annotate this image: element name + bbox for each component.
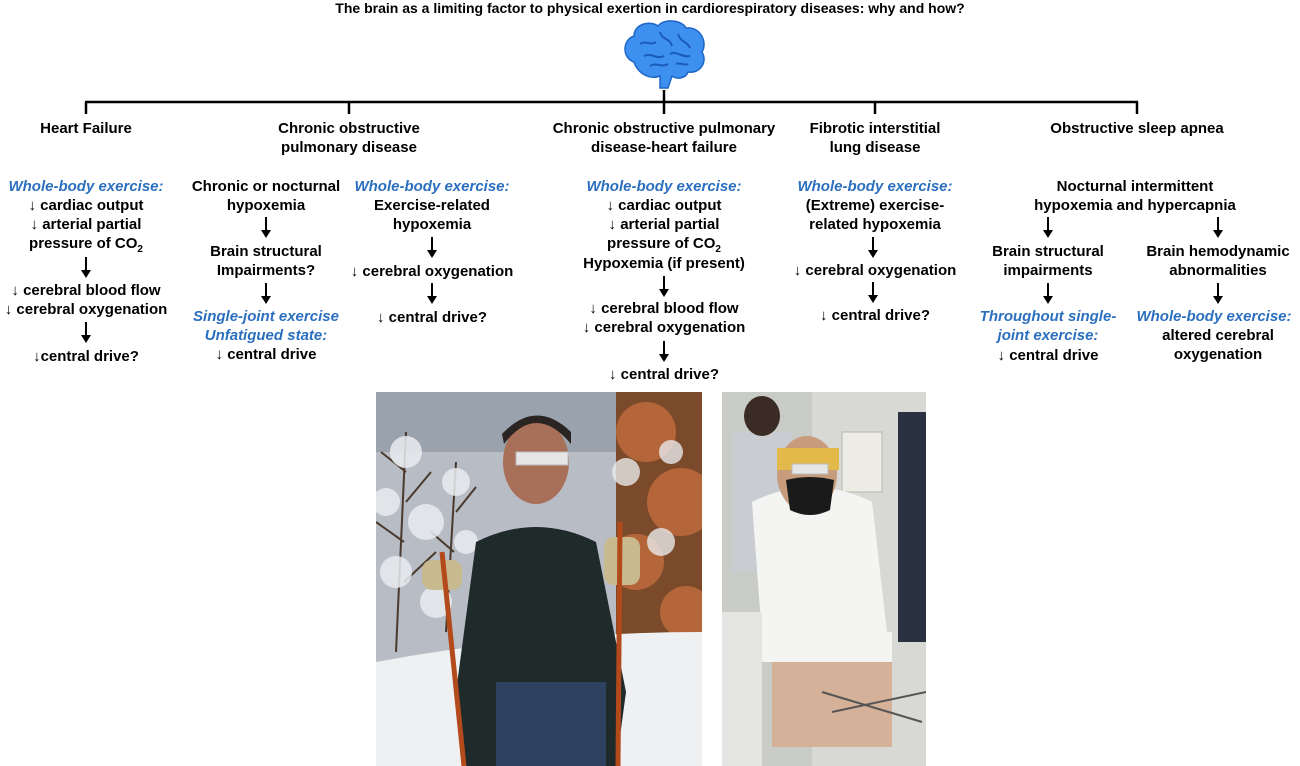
osa-left-exercise-label: joint exercise: xyxy=(997,327,1099,344)
copd-left-exercise-label: Single-joint exercise xyxy=(193,308,339,325)
osa-top-line: hypoxemia and hypercapnia xyxy=(1034,197,1236,214)
osa-right-line: abnormalities xyxy=(1169,262,1267,279)
down-arrow-icon xyxy=(658,276,670,298)
heading-osa: Obstructive sleep apnea xyxy=(1050,120,1224,137)
heading-fild: lung disease xyxy=(829,139,921,156)
hf-line: ↓ cardiac output xyxy=(28,197,144,214)
copdhf-line: Hypoxemia (if present) xyxy=(583,255,745,272)
copd-left-line: Brain structural xyxy=(210,243,322,260)
hf-exercise-label: Whole-body exercise: xyxy=(8,178,164,195)
copd-left-exercise-label: Unfatigued state: xyxy=(204,327,328,344)
down-arrow-icon xyxy=(1212,283,1224,305)
fild-exercise-label: Whole-body exercise: xyxy=(797,178,953,195)
hf-line: ↓ arterial partial xyxy=(30,216,142,233)
heading-copd: Chronic obstructive xyxy=(278,120,420,137)
fild-line: ↓ central drive? xyxy=(819,307,931,324)
copd-right-line: ↓ central drive? xyxy=(376,309,488,326)
copd-left-line: Impairments? xyxy=(216,262,316,279)
down-arrow-icon xyxy=(867,237,879,259)
down-arrow-icon xyxy=(80,257,92,279)
copdhf-line: ↓ cerebral blood flow xyxy=(589,300,739,317)
down-arrow-icon xyxy=(426,283,438,305)
figure-title: The brain as a limiting factor to physical exertion in cardiorespiratory diseases: why and how? xyxy=(335,0,965,16)
down-arrow-icon xyxy=(1212,217,1224,239)
copd-left-line: Chronic or nocturnal xyxy=(191,178,341,195)
copd-left-line: ↓ central drive xyxy=(215,346,317,363)
down-arrow-icon xyxy=(260,283,272,305)
down-arrow-icon xyxy=(426,237,438,259)
copd-right-exercise-label: Whole-body exercise: xyxy=(354,178,510,195)
osa-right-exercise-label: Whole-body exercise: xyxy=(1136,308,1292,325)
copdhf-line: ↓ cerebral oxygenation xyxy=(582,319,746,336)
osa-right-line: oxygenation xyxy=(1173,346,1263,363)
copdhf-line: ↓ arterial partial xyxy=(608,216,720,233)
down-arrow-icon xyxy=(1042,217,1054,239)
hf-line: ↓ cerebral oxygenation xyxy=(4,301,168,318)
fild-line: (Extreme) exercise- xyxy=(805,197,945,214)
photo-patient-hiking xyxy=(376,392,702,766)
heading-copd-hf: Chronic obstructive pulmonary xyxy=(552,120,776,137)
heading-fild: Fibrotic interstitial xyxy=(809,120,941,137)
copd-left-line: hypoxemia xyxy=(226,197,306,214)
osa-left-line: Brain structural xyxy=(992,243,1104,260)
down-arrow-icon xyxy=(658,341,670,363)
down-arrow-icon xyxy=(1042,283,1054,305)
heading-copd: pulmonary disease xyxy=(281,139,417,156)
osa-right-line: Brain hemodynamic xyxy=(1146,243,1290,260)
copdhf-line: pressure of $CO_2$ xyxy=(607,235,721,255)
copd-right-line: ↓ cerebral oxygenation xyxy=(350,263,514,280)
heading-heart-failure: Heart Failure xyxy=(40,120,132,137)
photo-patient-lab-test xyxy=(722,392,926,766)
copdhf-line: ↓ central drive? xyxy=(608,366,720,383)
copd-right-line: Exercise-related xyxy=(374,197,490,214)
hf-line: ↓central drive? xyxy=(33,348,139,365)
osa-right-line: altered cerebral xyxy=(1162,327,1274,344)
heading-copd-hf: disease-heart failure xyxy=(591,139,737,156)
fild-line: ↓ cerebral oxygenation xyxy=(793,262,957,279)
hf-line: pressure of $CO_2$ xyxy=(29,235,143,255)
fild-line: related hypoxemia xyxy=(809,216,941,233)
down-arrow-icon xyxy=(867,282,879,304)
osa-left-line: impairments xyxy=(1003,262,1093,279)
copdhf-line: ↓ cardiac output xyxy=(606,197,722,214)
osa-left-exercise-label: Throughout single- xyxy=(979,308,1117,325)
hierarchy-connector xyxy=(0,0,1300,120)
down-arrow-icon xyxy=(260,217,272,239)
osa-top-line: Nocturnal intermittent xyxy=(1056,178,1214,195)
down-arrow-icon xyxy=(80,322,92,344)
copd-right-line: hypoxemia xyxy=(392,216,472,233)
hf-line: ↓ cerebral blood flow xyxy=(11,282,161,299)
copdhf-exercise-label: Whole-body exercise: xyxy=(586,178,742,195)
osa-left-line: ↓ central drive xyxy=(997,347,1099,364)
